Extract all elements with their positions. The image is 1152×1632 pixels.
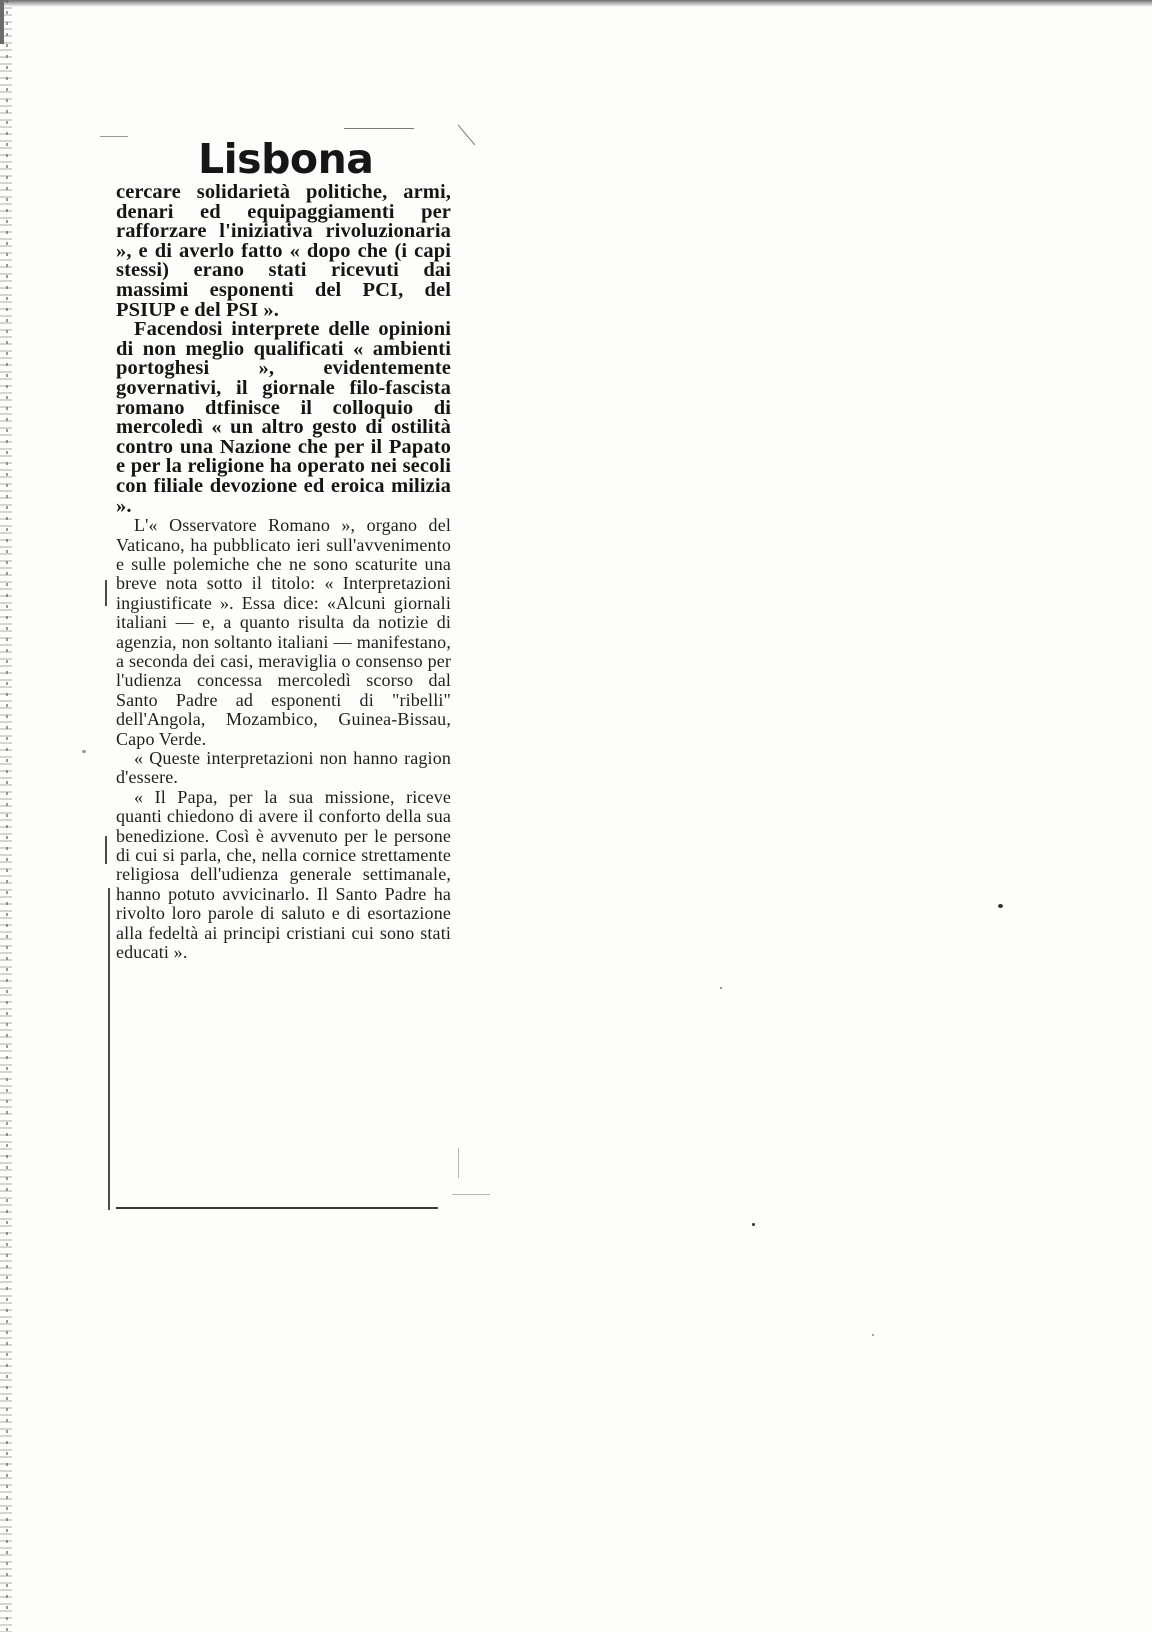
- article-paragraph-5: « Il Papa, per la sua missione, riceve quanti chiedono di avere il conforto della sua benedizione. Così è avvenuto per le persone di cui si parla, che, nella cornice strettamente religiosa dell'udienza generale settimanale, hanno potuto avvicinarlo. Il Santo Padre ha rivolto loro parole di saluto e di esortazione alla fedeltà ai principi cristiani cui sono stati educati ».: [116, 786, 451, 963]
- clipping-bottom-rule: [116, 1207, 438, 1209]
- clipping-margin-mark-3: [108, 888, 110, 1210]
- article-paragraph-3: L'« Osservatore Romano », organo del Vaticano, ha pubblicato ieri sull'avvenimento e sulle polemiche che ne sono scaturite una breve nota sotto il titolo: « Interpretazioni ingiustificate ». Essa dice: «Alcuni giornali italiani — e, a quanto risulta da notizie di agenzia, non soltanto italiani — manifestano, a seconda dei casi, meraviglia o consenso per l'udienza concessa mercoledì scorso dal Santo Padre ad esponenti di "ribelli" dell'Angola, Mozambico, Guinea-Bissau, Capo Verde.: [116, 515, 451, 749]
- scan-top-edge: [0, 0, 1152, 7]
- article-column: [116, 183, 451, 962]
- clipping-edge-right-lower: [458, 1148, 459, 1178]
- scan-speck: [998, 904, 1003, 908]
- clipping-margin-mark-2: [105, 836, 107, 864]
- article-paragraph-1: cercare solidarietà politiche, armi, denari ed equipaggiamenti per rafforzare l'iniziativa rivoluzionaria », e di averlo fatto « dopo che (i capi stessi) erano stati ricevuti dai massimi esponenti del PCI, del PSIUP e del PSI ».: [116, 181, 451, 321]
- scan-speck: [720, 987, 722, 989]
- clipping-margin-mark-1: [105, 580, 107, 606]
- scan-speck: [872, 1334, 874, 1336]
- newspaper-clipping: [100, 128, 500, 1268]
- scan-speck: [82, 750, 86, 753]
- article-paragraph-4: « Queste interpretazioni non hanno ragion d'essere.: [116, 747, 451, 788]
- scan-speck: [752, 1223, 755, 1226]
- article-headline: Lisbona: [198, 135, 374, 183]
- clipping-edge-bottom-right: [452, 1194, 490, 1195]
- scan-left-edge-dashes: [6, 0, 8, 1632]
- headline-rule-left: [100, 136, 128, 137]
- article-paragraph-2: Facendosi interprete delle opinioni di non meglio qualificati « ambienti portoghesi », evidentemente governativi, il giornale filo-fascista romano dtfinisce il colloquio di mercoledì « un altro gesto di ostilità contro una Nazione che per il Papato e per la religione ha operato nei secoli con filiale devozione ed eroica milizia ».: [116, 318, 451, 517]
- clipping-edge-right: [458, 125, 475, 146]
- scan-corner-mark: [0, 0, 4, 44]
